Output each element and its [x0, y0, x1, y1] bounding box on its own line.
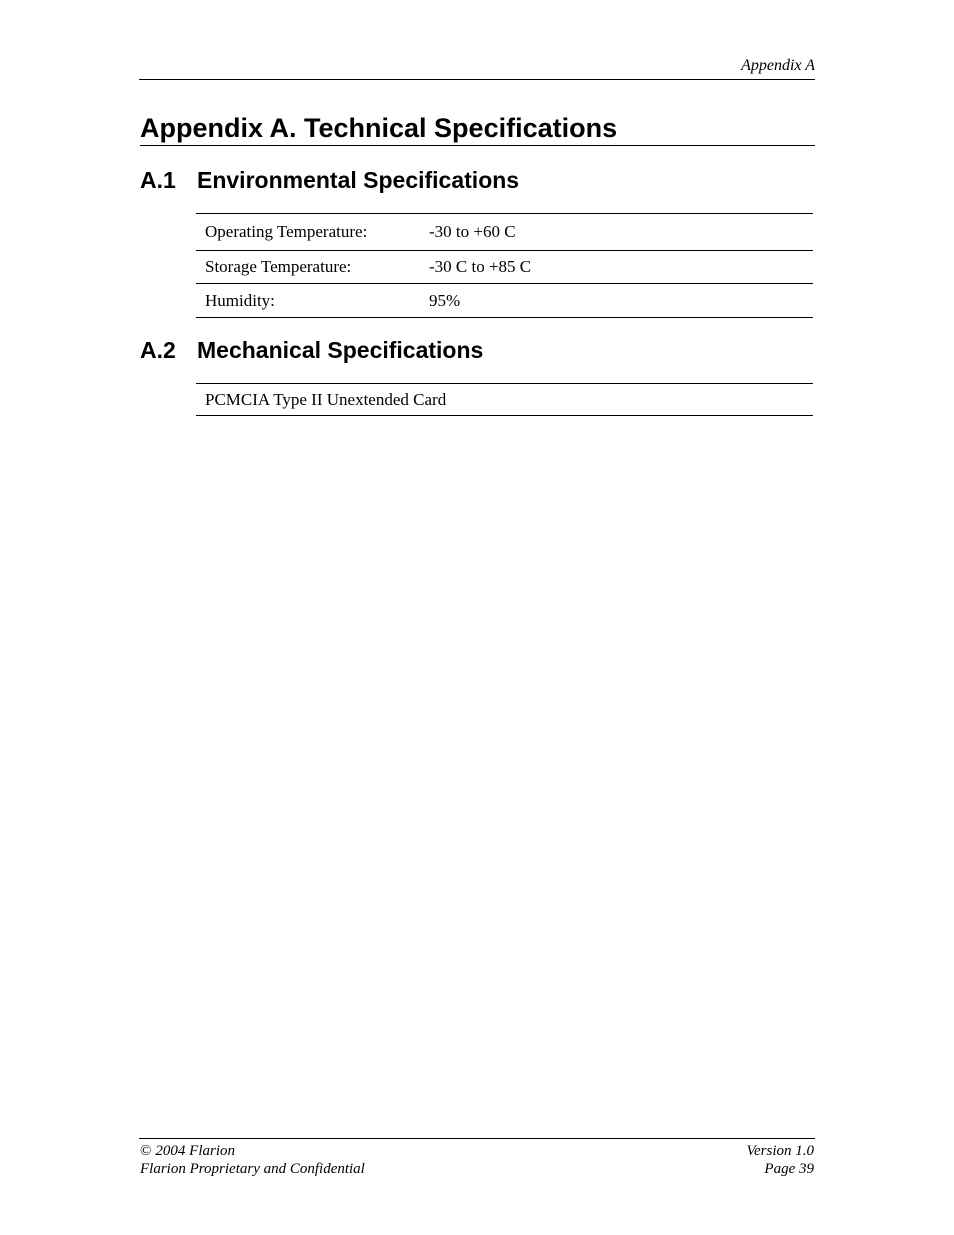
section-title: Environmental Specifications [197, 167, 520, 193]
spec-label: Operating Temperature: [196, 214, 420, 251]
section-title: Mechanical Specifications [197, 337, 484, 363]
spec-value: -30 to +60 C [420, 214, 813, 251]
table-row [196, 214, 813, 251]
table-row [196, 384, 813, 416]
spec-label: Storage Temperature: [196, 251, 420, 284]
footer-right [747, 1142, 815, 1178]
section-heading-mechanical [140, 336, 483, 364]
confidentiality-notice: Flarion Proprietary and Confidential [140, 1161, 365, 1177]
section-number: A.1 [140, 167, 176, 193]
table-row [196, 284, 813, 318]
chapter-title: Appendix A. Technical Specifications [140, 110, 815, 146]
table-row [196, 251, 813, 284]
copyright-text: 2004 Flarion [155, 1143, 235, 1159]
page-footer [139, 1138, 815, 1177]
spec-label: PCMCIA Type II Unextended Card [196, 384, 813, 416]
section-number: A.2 [140, 337, 176, 363]
footer-left [140, 1142, 365, 1178]
spec-value: -30 C to +85 C [420, 251, 813, 284]
environmental-spec-table [196, 213, 813, 318]
page-number: Page 39 [764, 1161, 814, 1177]
running-header-title: Appendix A [741, 57, 815, 74]
version-label: Version 1.0 [746, 1143, 814, 1159]
section-heading-environmental [140, 166, 519, 194]
copyright-icon: © [140, 1143, 152, 1159]
spec-label: Humidity: [196, 284, 420, 318]
mechanical-spec-table [196, 383, 813, 416]
copyright-line [140, 1142, 365, 1160]
spec-value: 95% [420, 284, 813, 318]
running-header [139, 56, 815, 80]
